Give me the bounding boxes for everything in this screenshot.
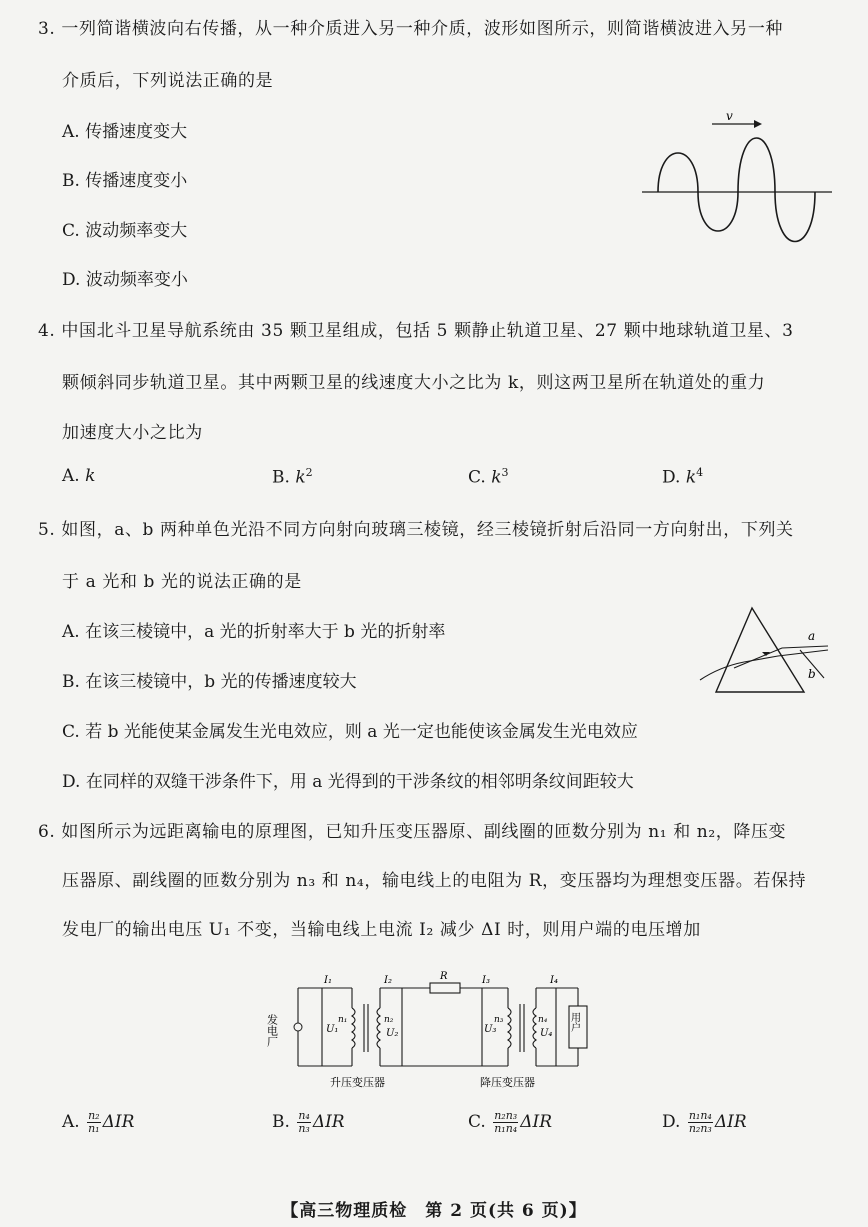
page-footer: 【高三物理质检 第 2 页(共 6 页)】: [281, 1201, 587, 1221]
u1-label: U₁: [326, 1024, 339, 1035]
i2-label: I₂: [384, 975, 392, 986]
wave-curve: [658, 138, 815, 242]
q5-option-a: A. 在该三棱镜中，a 光的折射率大于 b 光的折射率: [62, 622, 446, 642]
q6-circuit-figure: [265, 966, 592, 1094]
q6-stem-line2: 压器原、副线圈的匝数分别为 n₃ 和 n₄，输电线上的电阻为 R，变压器均为理想变压器。若保持: [62, 871, 807, 891]
q4-option-d: D. $k^4$: [662, 466, 704, 488]
q4-option-c: C. $k^3$: [468, 466, 509, 488]
ray-a-label: a: [808, 629, 816, 643]
q5-option-b: B. 在该三棱镜中，b 光的传播速度较大: [62, 672, 357, 692]
q3-option-b: B. 传播速度变小: [62, 171, 188, 191]
n1-label: n₁: [338, 1015, 348, 1025]
resistor-label: R: [440, 971, 448, 982]
u2-label: U₂: [386, 1028, 399, 1039]
n4-label: n₄: [538, 1015, 548, 1025]
q6-option-b: B. $\frac{\text{n₄}}{\text{n₃}}$ ΔIR: [272, 1109, 345, 1135]
q3-option-c: C. 波动频率变大: [62, 221, 188, 241]
i3-label: I₃: [482, 975, 490, 986]
q3-option-d: D. 波动频率变小: [62, 270, 188, 290]
q5-option-d: D. 在同样的双缝干涉条件下，用 a 光得到的干涉条纹的相邻明条纹间距较大: [62, 772, 634, 792]
q4-stem-line1: 4. 中国北斗卫星导航系统由 35 颗卫星组成，包括 5 颗静止轨道卫星、27 颗中地球轨道卫星、3: [38, 321, 794, 341]
q6-stem-line3: 发电厂的输出电压 U₁ 不变，当输电线上电流 I₂ 减少 ΔI 时，则用户端的电压增加: [62, 920, 701, 940]
i4-label: I₄: [550, 975, 558, 986]
q6-option-d: D. $\frac{\text{n₁n₄}}{\text{n₂n₃}}$ ΔIR: [662, 1109, 747, 1135]
q5-prism-figure: [696, 606, 831, 696]
n3-label: n₃: [494, 1015, 504, 1025]
q4-option-a: A. k: [62, 466, 96, 486]
velocity-arrowhead: [754, 120, 762, 128]
q4-stem-line2: 颗倾斜同步轨道卫星。其中两颗卫星的线速度大小之比为 k，则这两卫星所在轨道处的重力: [62, 373, 766, 393]
user-label: 用户: [568, 1012, 580, 1032]
n2-label: n₂: [384, 1015, 394, 1025]
generator-label: 发电厂: [265, 1014, 279, 1047]
q5-stem-line2: 于 a 光和 b 光的说法正确的是: [62, 572, 302, 592]
u3-label: U₃: [484, 1024, 497, 1035]
q3-wave-figure: [640, 110, 835, 250]
q4-stem-line3: 加速度大小之比为: [62, 423, 203, 443]
q4-option-b: B. $k^2$: [272, 466, 313, 488]
q3-stem-line1: 3. 一列简谐横波向右传播，从一种介质进入另一种介质，波形如图所示，则简谐横波进入另一种: [38, 19, 784, 39]
q6-stem-line1: 6. 如图所示为远距离输电的原理图，已知升压变压器原、副线圈的匝数分别为 n₁ 和 n₂，降压变: [38, 822, 787, 842]
i1-label: I₁: [324, 975, 332, 986]
q3-stem-line2: 介质后，下列说法正确的是: [62, 71, 274, 91]
step-down-label: 降压变压器: [480, 1076, 535, 1089]
q6-option-c: C. $\frac{\text{n₂n₃}}{\text{n₁n₄}}$ ΔIR: [468, 1109, 553, 1135]
q6-option-a: A. $\frac{\text{n₂}}{\text{n₁}}$ ΔIR: [62, 1109, 135, 1135]
velocity-label: v: [726, 109, 733, 123]
step-up-label: 升压变压器: [330, 1076, 385, 1089]
q5-stem-line1: 5. 如图，a、b 两种单色光沿不同方向射向玻璃三棱镜，经三棱镜折射后沿同一方向射出，下列关: [38, 520, 794, 540]
generator-source: [294, 1023, 302, 1031]
u4-label: U₄: [540, 1028, 553, 1039]
ray-b-label: b: [808, 667, 816, 681]
prism: [716, 608, 804, 692]
ray-a: [734, 646, 828, 668]
q3-option-a: A. 传播速度变大: [62, 122, 188, 142]
q5-option-c: C. 若 b 光能使某金属发生光电效应，则 a 光一定也能使该金属发生光电效应: [62, 722, 638, 742]
